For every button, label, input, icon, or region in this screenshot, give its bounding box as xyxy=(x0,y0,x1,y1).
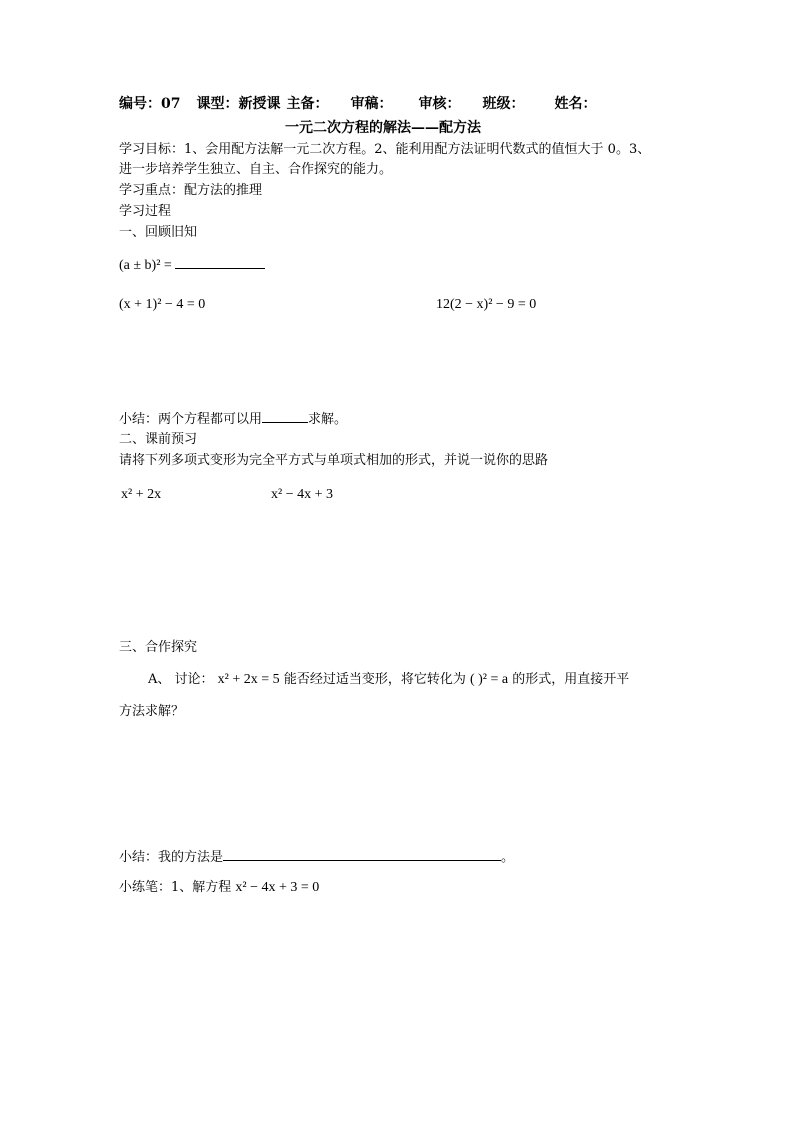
header-row xyxy=(119,95,612,113)
section3-summary-blank[interactable] xyxy=(223,848,501,861)
exercise-line xyxy=(119,879,319,897)
header-number: 编号：07 xyxy=(119,96,181,112)
section2-expr-2: x² − 4x + 3 xyxy=(271,487,333,502)
header-prep: 主备： xyxy=(286,96,329,112)
key-point: 学习重点：配方法的推理 xyxy=(119,183,263,198)
discussion-mid: 能否经过适当变形，将它转化为 xyxy=(283,672,466,687)
header-type: 课型：新授课 xyxy=(196,96,281,112)
section1-summary xyxy=(119,410,347,429)
discussion-line-2: 方法求解？ xyxy=(119,704,185,719)
objectives-line-1: 学习目标：1、会用配方法解一元二次方程。2、能利用配方法证明代数式的值恒大于 0。3、 xyxy=(119,142,651,157)
page-title: 一元二次方程的解法——配方法 xyxy=(285,120,481,136)
section2-instruction: 请将下列多项式变形为完全平方式与单项式相加的形式，并说一说你的思路 xyxy=(119,453,549,468)
discussion-suffix: 的形式，用直接开平 xyxy=(512,672,630,687)
header-name: 姓名： xyxy=(554,96,597,112)
exercise-equation: x² − 4x + 3 = 0 xyxy=(235,880,320,895)
section3-heading: 三、合作探究 xyxy=(119,640,198,655)
section3-summary xyxy=(119,848,514,867)
process-heading: 学习过程 xyxy=(119,204,172,219)
square-formula-text: (a ± b)² = xyxy=(119,258,172,273)
section2-expr-1: x² + 2x xyxy=(121,487,162,502)
header-review: 审核： xyxy=(418,96,461,112)
objectives-line-2: 进一步培养学生独立、自主、合作探究的能力。 xyxy=(119,162,393,177)
section1-summary-before: 小结：两个方程都可以用 xyxy=(119,412,263,427)
section1-summary-blank[interactable] xyxy=(262,410,308,423)
discussion-equation: x² + 2x = 5 xyxy=(217,672,280,687)
section3-summary-label: 小结：我的方法是 xyxy=(119,850,224,865)
square-formula xyxy=(119,256,265,275)
section3-summary-end: 。 xyxy=(501,850,515,865)
section1-heading: 一、回顾旧知 xyxy=(119,225,198,240)
discussion-line-1 xyxy=(148,671,629,689)
header-draft: 审稿： xyxy=(350,96,393,112)
exercise-label: 小练笔：1、解方程 xyxy=(119,880,232,895)
discussion-form: ( )² = a xyxy=(469,672,509,687)
square-formula-answer-blank[interactable] xyxy=(175,256,265,269)
discussion-prefix: A、 讨论： xyxy=(148,672,214,687)
header-class: 班级： xyxy=(482,96,525,112)
section1-summary-after: 求解。 xyxy=(308,412,348,427)
equation-1: (x + 1)² − 4 = 0 xyxy=(119,297,206,312)
section2-heading: 二、课前预习 xyxy=(119,432,198,447)
equation-2: 12(2 − x)² − 9 = 0 xyxy=(436,297,537,312)
